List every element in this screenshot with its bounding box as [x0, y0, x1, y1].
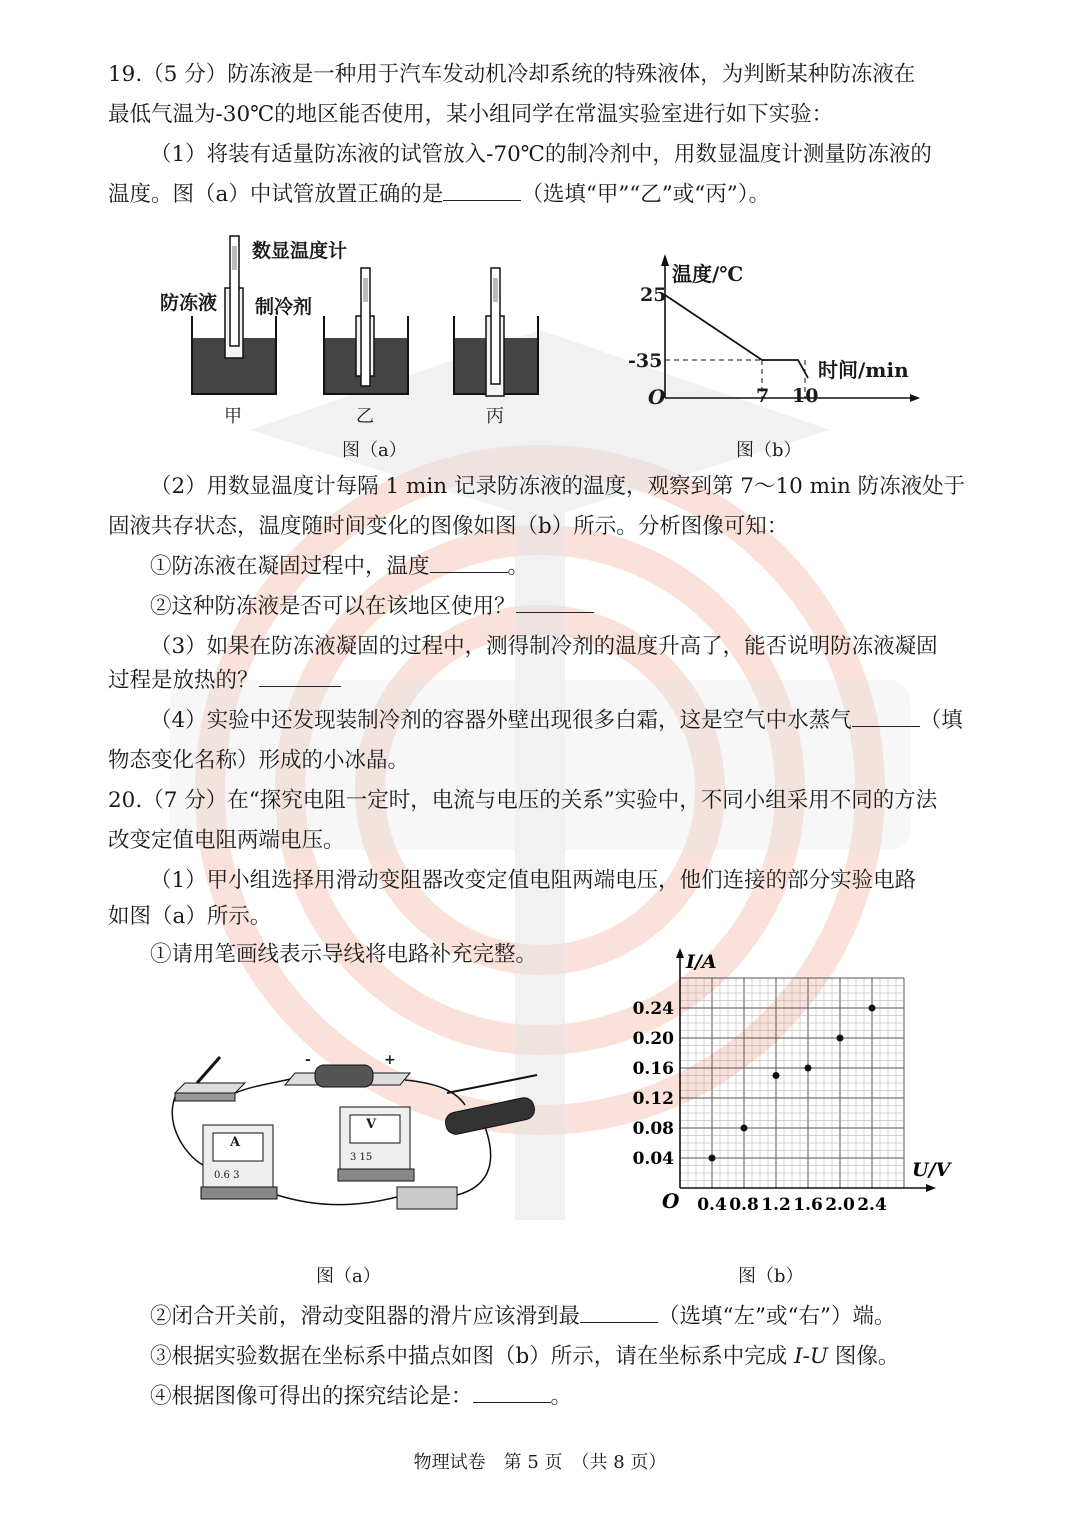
q20-fig-b-caption: 图（b） [738, 1266, 804, 1287]
x-tick-label: 0.8 [729, 1195, 759, 1215]
x-tick-label: 2.4 [857, 1195, 887, 1215]
origin-label: O [662, 1189, 680, 1213]
tick-7: 7 [756, 385, 770, 407]
q20-line1: 20.（7 分）在“探究电阻一定时，电流与电压的关系”实验中，不同小组采用不同的方法 [108, 788, 938, 813]
q20-fig-a-caption: 图（a） [316, 1266, 381, 1287]
data-point [709, 1155, 716, 1162]
page-footer: 物理试卷 第 5 页 （共 8 页） [413, 1452, 667, 1473]
answer-blank[interactable] [473, 1382, 551, 1403]
thermometer-label: 数显温度计 [252, 240, 348, 262]
q19-figure-a-beaker3 [450, 228, 580, 428]
data-point [869, 1005, 876, 1012]
q20-part3: ③根据实验数据在坐标系中描点如图（b）所示，请在坐标系中完成 I-U 图像。 [150, 1344, 900, 1369]
temperature-curve [665, 295, 808, 378]
x-axis-arrow [926, 1184, 936, 1192]
y-axis-label: I/A [686, 951, 717, 973]
x-tick-label: 1.6 [793, 1195, 823, 1215]
x-axis-label: U/V [912, 1159, 951, 1181]
data-point [805, 1065, 812, 1072]
answer-blank[interactable] [443, 180, 521, 201]
beaker-label-bing: 丙 [486, 406, 504, 427]
y-tick-label: 0.04 [632, 1149, 674, 1169]
x-tick-label: 0.4 [697, 1195, 727, 1215]
beaker-label-jia: 甲 [224, 406, 242, 427]
y-tick-label: 0.24 [632, 999, 674, 1019]
q19-fig-a-caption: 图（a） [342, 440, 407, 461]
iu-chart [620, 951, 951, 1250]
tick-minus35: -35 [628, 350, 663, 372]
ammeter-label: A [230, 1135, 241, 1150]
origin-label: O [648, 385, 666, 409]
answer-blank[interactable] [852, 706, 920, 727]
q20-part1-line1: （1）甲小组选择用滑动变阻器改变定值电阻两端电压，他们连接的部分实验电路 [150, 868, 917, 893]
q19-part1-line1: （1）将装有适量防冻液的试管放入-70℃的制冷剂中，用数显温度计测量防冻液的 [150, 142, 932, 167]
q20-part1-task: ①请用笔画线表示导线将电路补充完整。 [150, 942, 538, 967]
answer-blank[interactable] [580, 1302, 658, 1323]
q20-part4: ④根据图像可得出的探究结论是： 。 [150, 1384, 573, 1409]
y-tick-label: 0.12 [632, 1089, 674, 1109]
resistor-minus: - [305, 1052, 311, 1068]
q19-part3-line2: 过程是放热的？ [108, 666, 341, 696]
q19-part3-line1: （3）如果在防冻液凝固的过程中，测得制冷剂的温度升高了，能否说明防冻液凝固 [150, 634, 938, 659]
voltmeter-label: V [366, 1117, 377, 1132]
q19-fig-b-caption: 图（b） [736, 440, 802, 461]
data-point [837, 1035, 844, 1042]
rheostat-icon [444, 1096, 537, 1136]
resistor-plus: + [384, 1052, 396, 1068]
tick-10: 10 [792, 385, 819, 407]
q19-line1: 19.（5 分）防冻液是一种用于汽车发动机冷却系统的特殊液体，为判断某种防冻液在 [108, 62, 916, 87]
answer-blank[interactable] [259, 666, 341, 687]
time-axis-label: 时间/min [818, 358, 909, 382]
liquid-label: 防冻液 [160, 292, 218, 314]
q19-part4-line1: （4）实验中还发现装制冷剂的容器外壁出现很多白霜，这是空气中水蒸气 （填 [150, 708, 963, 733]
q19-part2-line2: 固液共存状态，温度随时间变化的图像如图（b）所示。分析图像可知： [108, 514, 789, 539]
q20-figure-a [165, 1045, 565, 1215]
q19-line2: 最低气温为-30℃的地区能否使用，某小组同学在常温实验室进行如下实验： [108, 102, 834, 127]
y-tick-label: 0.08 [632, 1119, 674, 1139]
q20-part1-line2: 如图（a）所示。 [108, 904, 272, 929]
battery-icon [397, 1187, 457, 1209]
q19-part4-line2: 物态变化名称）形成的小冰晶。 [108, 748, 410, 773]
voltmeter-terminals: 3 15 [350, 1152, 373, 1163]
data-point [741, 1125, 748, 1132]
q20-part2: ②闭合开关前，滑动变阻器的滑片应该滑到最 （选填“左”或“右”）端。 [150, 1304, 896, 1329]
q19-part2-q2: ②这种防冻液是否可以在该地区使用？ [150, 592, 594, 622]
resistor-icon [315, 1065, 373, 1087]
q19-part1-line2: 温度。图（a）中试管放置正确的是 （选填“甲”“乙”或“丙”）。 [108, 182, 771, 207]
ammeter-terminals: 0.6 3 [214, 1170, 240, 1181]
answer-blank[interactable] [430, 552, 508, 573]
beaker-label-yi: 乙 [356, 406, 374, 427]
x-tick-label: 2.0 [825, 1195, 855, 1215]
answer-blank[interactable] [516, 592, 594, 613]
q20-line2: 改变定值电阻两端电压。 [108, 828, 345, 853]
tick-25: 25 [640, 284, 667, 306]
switch-icon [197, 1057, 220, 1083]
coolant-label: 制冷剂 [255, 296, 313, 318]
y-tick-label: 0.16 [632, 1059, 674, 1079]
q19-part2-q1: ①防冻液在凝固过程中，温度 。 [150, 554, 530, 579]
y-tick-label: 0.20 [632, 1029, 674, 1049]
q19-part2-line1: （2）用数显温度计每隔 1 min 记录防冻液的温度，观察到第 7～10 min 防冻液处于 [150, 474, 966, 499]
x-tick-label: 1.2 [761, 1195, 791, 1215]
temp-axis-label: 温度/℃ [672, 262, 744, 286]
data-point [773, 1072, 780, 1079]
